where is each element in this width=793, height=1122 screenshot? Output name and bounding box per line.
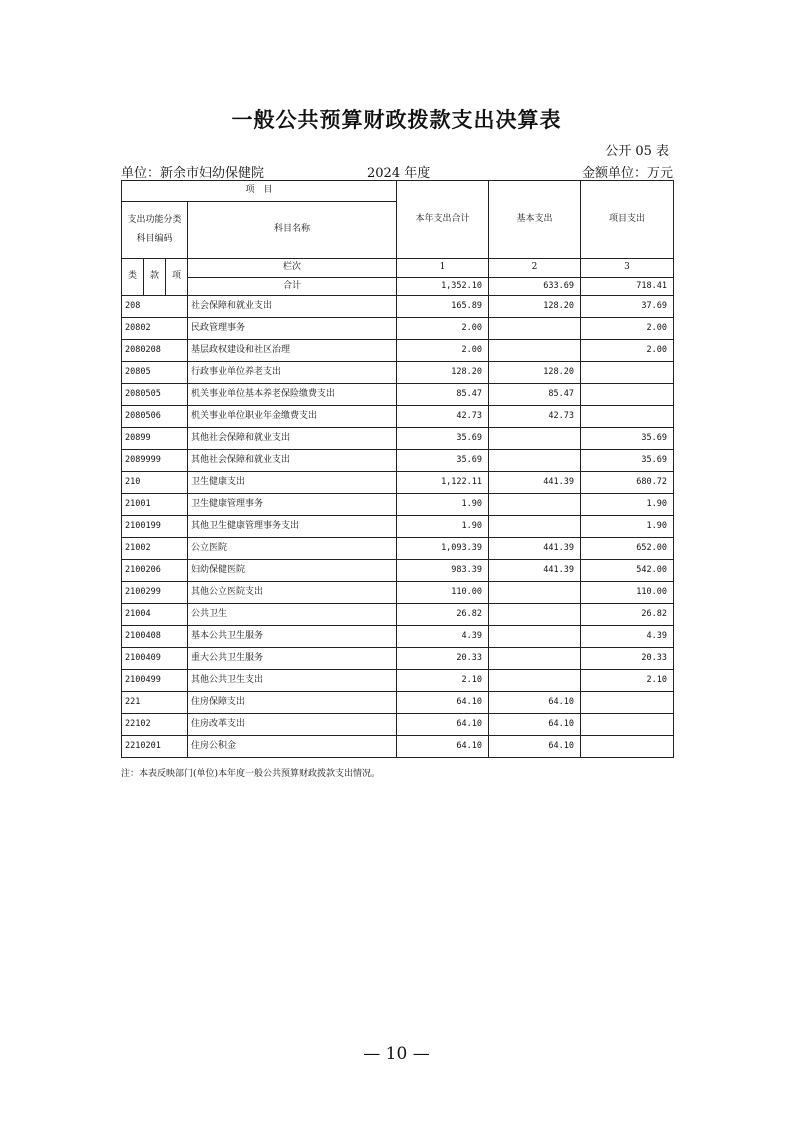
row-total: 2.00	[397, 318, 489, 340]
row-basic: 85.47	[489, 384, 581, 406]
row-project: 680.72	[581, 472, 674, 494]
row-name: 住房公积金	[188, 736, 397, 758]
header-item: 项 目	[122, 181, 397, 202]
row-name: 卫生健康支出	[188, 472, 397, 494]
row-code: 2080506	[122, 406, 188, 428]
row-project: 2.00	[581, 340, 674, 362]
row-code: 20805	[122, 362, 188, 384]
row-code: 21001	[122, 494, 188, 516]
row-name: 其他社会保障和就业支出	[188, 450, 397, 472]
row-total: 1.90	[397, 494, 489, 516]
page-number: — 10 —	[363, 1044, 430, 1064]
unit-label: 单位：新余市妇幼保健院	[121, 166, 265, 181]
row-basic	[489, 494, 581, 516]
row-project	[581, 406, 674, 428]
sum-project: 718.41	[581, 278, 674, 296]
row-project: 35.69	[581, 450, 674, 472]
sum-basic: 633.69	[489, 278, 581, 296]
row-basic	[489, 428, 581, 450]
row-name: 基层政权建设和社区治理	[188, 340, 397, 362]
row-code: 20802	[122, 318, 188, 340]
row-basic: 441.39	[489, 472, 581, 494]
row-project	[581, 384, 674, 406]
header-col2: 2	[489, 259, 581, 278]
row-total: 165.89	[397, 296, 489, 318]
table-row	[122, 318, 674, 340]
row-code: 2210201	[122, 736, 188, 758]
row-code: 22102	[122, 714, 188, 736]
row-code: 21002	[122, 538, 188, 560]
year-label: 2024 年度	[367, 166, 431, 181]
sum-label: 合计	[188, 278, 397, 296]
row-project	[581, 714, 674, 736]
header-project: 项目支出	[581, 181, 674, 259]
row-name: 重大公共卫生服务	[188, 648, 397, 670]
row-code: 21004	[122, 604, 188, 626]
row-project: 4.39	[581, 626, 674, 648]
table-row	[122, 648, 674, 670]
header-kuan: 款	[144, 259, 166, 296]
table-row	[122, 340, 674, 362]
header-func-code-line1: 支出功能分类	[127, 215, 182, 226]
header-func-code	[122, 202, 188, 259]
row-code: 20899	[122, 428, 188, 450]
table-row	[122, 472, 674, 494]
row-basic	[489, 582, 581, 604]
page-title: 一般公共预算财政拨款支出决算表	[231, 107, 562, 132]
table-row	[122, 362, 674, 384]
row-code: 221	[122, 692, 188, 714]
row-basic	[489, 450, 581, 472]
table-row	[122, 428, 674, 450]
table-row	[122, 296, 674, 318]
row-total: 128.20	[397, 362, 489, 384]
row-total: 1.90	[397, 516, 489, 538]
row-total: 20.33	[397, 648, 489, 670]
row-name: 住房保障支出	[188, 692, 397, 714]
row-total: 42.73	[397, 406, 489, 428]
header-lei: 类	[122, 259, 144, 296]
expenditure-table	[121, 180, 674, 758]
row-name: 社会保障和就业支出	[188, 296, 397, 318]
row-code: 2100206	[122, 560, 188, 582]
money-unit-label: 金额单位：万元	[581, 166, 673, 181]
row-basic	[489, 670, 581, 692]
row-basic: 42.73	[489, 406, 581, 428]
header-basic: 基本支出	[489, 181, 581, 259]
row-basic: 64.10	[489, 736, 581, 758]
row-code: 2080505	[122, 384, 188, 406]
header-col1: 1	[397, 259, 489, 278]
table-row	[122, 384, 674, 406]
row-basic	[489, 340, 581, 362]
row-name: 妇幼保健医院	[188, 560, 397, 582]
row-total: 64.10	[397, 714, 489, 736]
row-code: 2100199	[122, 516, 188, 538]
table-row	[122, 670, 674, 692]
row-project	[581, 362, 674, 384]
row-code: 2100299	[122, 582, 188, 604]
row-code: 2080208	[122, 340, 188, 362]
row-total: 64.10	[397, 736, 489, 758]
row-total: 1,122.11	[397, 472, 489, 494]
row-basic: 441.39	[489, 538, 581, 560]
row-code: 2100499	[122, 670, 188, 692]
table-row	[122, 494, 674, 516]
row-name: 其他卫生健康管理事务支出	[188, 516, 397, 538]
row-project: 652.00	[581, 538, 674, 560]
sum-total: 1,352.10	[397, 278, 489, 296]
row-basic	[489, 604, 581, 626]
row-project: 2.00	[581, 318, 674, 340]
row-total: 26.82	[397, 604, 489, 626]
row-project: 26.82	[581, 604, 674, 626]
table-row	[122, 736, 674, 758]
row-total: 2.10	[397, 670, 489, 692]
table-row	[122, 450, 674, 472]
row-name: 行政事业单位养老支出	[188, 362, 397, 384]
row-name: 其他公共卫生支出	[188, 670, 397, 692]
row-name: 民政管理事务	[188, 318, 397, 340]
row-total: 4.39	[397, 626, 489, 648]
row-total: 35.69	[397, 450, 489, 472]
row-basic: 64.10	[489, 714, 581, 736]
row-name: 住房改革支出	[188, 714, 397, 736]
row-project: 20.33	[581, 648, 674, 670]
table-note: 注：本表反映部门(单位)本年度一般公共预算财政拨款支出情况。	[121, 769, 381, 779]
header-xiang: 项	[166, 259, 188, 296]
table-row	[122, 582, 674, 604]
row-project: 1.90	[581, 516, 674, 538]
form-number: 公开 05 表	[605, 144, 669, 159]
header-lanci: 栏次	[188, 259, 397, 278]
row-project: 2.10	[581, 670, 674, 692]
table-row	[122, 406, 674, 428]
row-code: 210	[122, 472, 188, 494]
row-project: 542.00	[581, 560, 674, 582]
header-subject-name: 科目名称	[188, 202, 397, 259]
row-basic: 64.10	[489, 692, 581, 714]
row-code: 2100409	[122, 648, 188, 670]
row-basic	[489, 318, 581, 340]
row-project: 110.00	[581, 582, 674, 604]
table-row	[122, 604, 674, 626]
table-row	[122, 538, 674, 560]
row-basic	[489, 516, 581, 538]
row-total: 64.10	[397, 692, 489, 714]
header-total: 本年支出合计	[397, 181, 489, 259]
row-basic: 128.20	[489, 362, 581, 384]
table-row	[122, 560, 674, 582]
row-code: 2100408	[122, 626, 188, 648]
row-project: 37.69	[581, 296, 674, 318]
row-name: 其他社会保障和就业支出	[188, 428, 397, 450]
row-basic	[489, 626, 581, 648]
row-project	[581, 692, 674, 714]
row-project: 35.69	[581, 428, 674, 450]
table-row	[122, 714, 674, 736]
row-name: 基本公共卫生服务	[188, 626, 397, 648]
table-row	[122, 516, 674, 538]
row-project: 1.90	[581, 494, 674, 516]
row-total: 983.39	[397, 560, 489, 582]
header-func-code-line2: 科目编码	[136, 234, 173, 244]
row-total: 35.69	[397, 428, 489, 450]
row-name: 机关事业单位基本养老保险缴费支出	[188, 384, 397, 406]
table-row	[122, 626, 674, 648]
table-row	[122, 692, 674, 714]
row-code: 2089999	[122, 450, 188, 472]
row-basic	[489, 648, 581, 670]
row-code: 208	[122, 296, 188, 318]
row-total: 2.00	[397, 340, 489, 362]
row-name: 机关事业单位职业年金缴费支出	[188, 406, 397, 428]
header-info	[121, 162, 673, 181]
row-total: 85.47	[397, 384, 489, 406]
row-name: 公共卫生	[188, 604, 397, 626]
row-basic: 128.20	[489, 296, 581, 318]
row-project	[581, 736, 674, 758]
row-total: 110.00	[397, 582, 489, 604]
row-name: 卫生健康管理事务	[188, 494, 397, 516]
row-basic: 441.39	[489, 560, 581, 582]
row-name: 其他公立医院支出	[188, 582, 397, 604]
row-name: 公立医院	[188, 538, 397, 560]
row-total: 1,093.39	[397, 538, 489, 560]
header-col3: 3	[581, 259, 674, 278]
